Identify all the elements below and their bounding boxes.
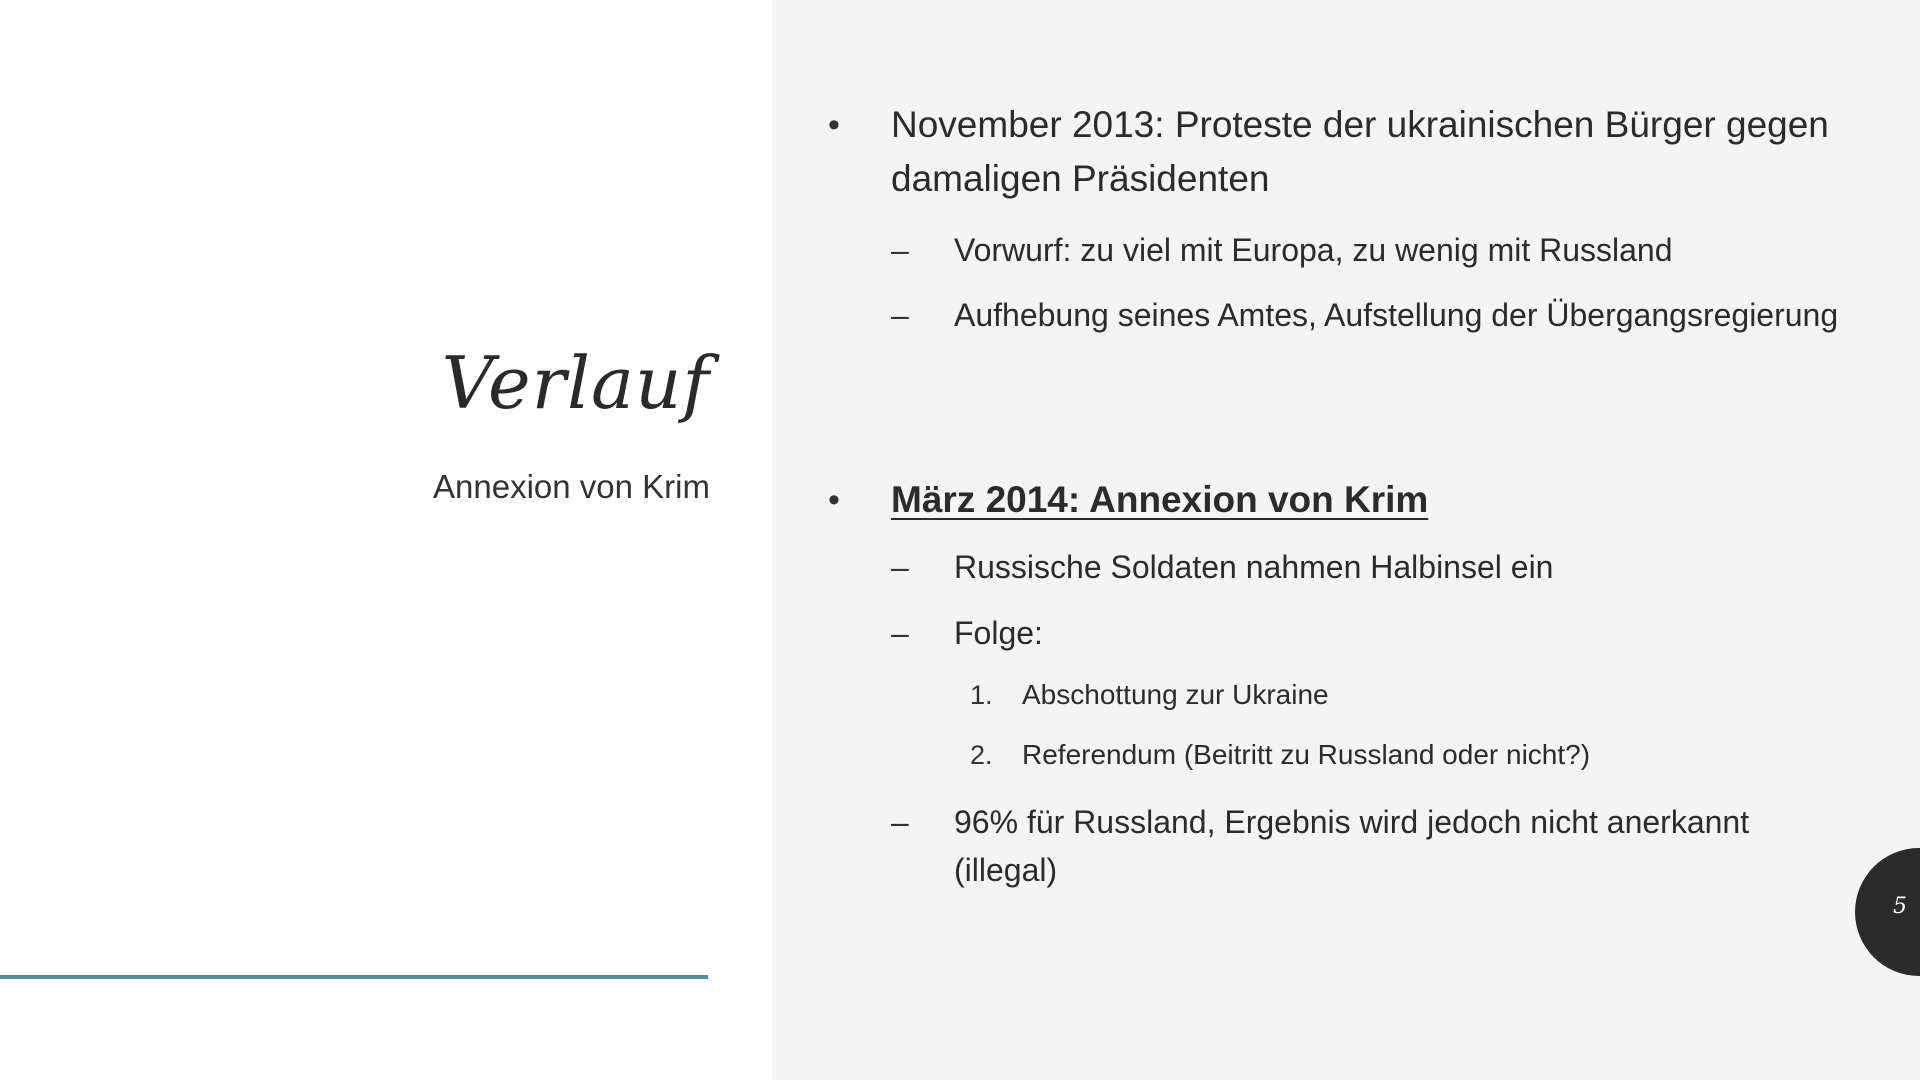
sub-item-text: Aufhebung seines Amtes, Aufstellung der Übergangsregierung: [954, 297, 1839, 333]
sub-item: [891, 798, 1851, 894]
bullet-text: März 2014: Annexion von Krim: [891, 479, 1429, 520]
dash-marker: –: [891, 615, 909, 651]
sub-item-text: 96% für Russland, Ergebnis wird jedoch nicht anerkannt (illegal): [954, 804, 1750, 888]
page-number: 5: [1893, 894, 1907, 919]
slide-title: Verlauf: [441, 341, 710, 425]
dash-marker: –: [891, 804, 909, 840]
dash-marker: –: [891, 232, 909, 268]
numbered-item: [970, 735, 1790, 775]
dash-marker: –: [891, 297, 909, 333]
slide-subtitle: Annexion von Krim: [433, 468, 710, 505]
number-marker: 2.: [970, 740, 993, 770]
dash-marker: –: [891, 549, 909, 585]
sub-item: [891, 291, 1851, 339]
content-panel: [772, 0, 1920, 1080]
bullet-november-2013: [828, 98, 1868, 333]
numbered-item-text: Abschottung zur Ukraine: [1022, 679, 1329, 710]
numbered-item-text: Referendum (Beitritt zu Russland oder nicht?): [1022, 739, 1591, 770]
bullet-text: November 2013: Proteste der ukrainischen Bürger gegen damaligen Präsidenten: [891, 104, 1829, 199]
accent-line: [0, 975, 708, 979]
bullet-maerz-2014: [828, 473, 1868, 888]
sub-item-text: Russische Soldaten nahmen Halbinsel ein: [954, 549, 1554, 585]
sub-item-text: Vorwurf: zu viel mit Europa, zu wenig mit Russland: [954, 232, 1673, 268]
bullet-marker: •: [828, 106, 840, 144]
sub-item: [891, 226, 1851, 274]
numbered-item: [970, 675, 1790, 715]
sub-item: [891, 609, 1851, 657]
sub-item: [891, 543, 1851, 591]
title-panel: [0, 0, 772, 1080]
number-marker: 1.: [970, 680, 993, 710]
sub-item-text: Folge:: [954, 615, 1043, 651]
bullet-marker: •: [828, 481, 840, 519]
